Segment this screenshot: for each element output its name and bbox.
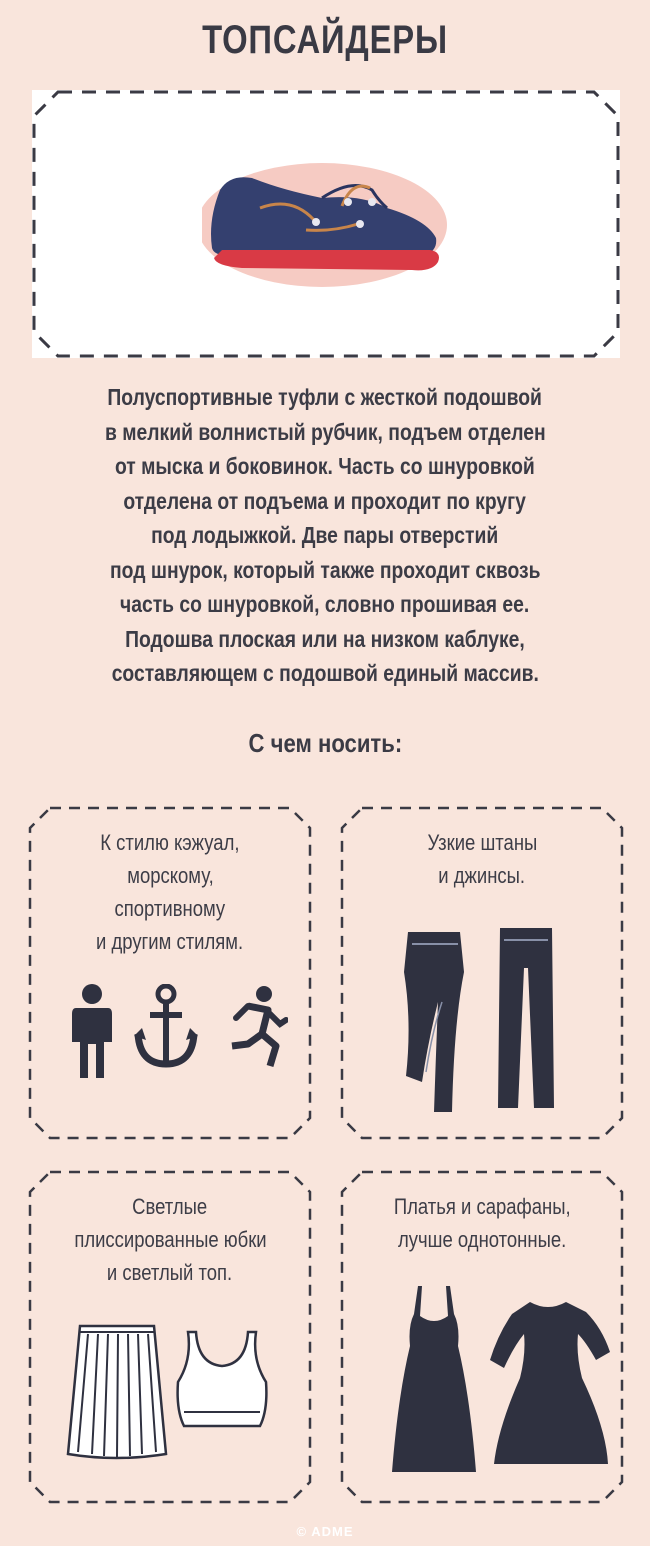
page-title: ТОПСАЙДЕРЫ (202, 18, 448, 62)
jeans-icon (402, 932, 466, 1116)
card-text (28, 826, 312, 958)
description-line: от мыска и боковинок. Часть со шнуровкой (115, 453, 535, 479)
description (30, 380, 620, 691)
card-text (340, 1190, 624, 1256)
card-jeans (340, 806, 624, 1140)
crop-top-icon (174, 1330, 270, 1430)
description-line: составляющем с подошвой единый массив. (111, 660, 539, 686)
card-text (340, 826, 624, 892)
card-line: Узкие штаны (427, 830, 537, 855)
card-line: Светлые (132, 1194, 208, 1219)
card-line: и джинсы. (438, 863, 526, 888)
anchor-icon (134, 984, 198, 1070)
card-text (28, 1190, 312, 1289)
topsider-shoe-icon (202, 160, 452, 290)
wear-heading (0, 728, 650, 759)
wear-heading-text: С чем носить: (248, 728, 402, 758)
card-line: плиссированные юбки (73, 1227, 267, 1252)
card-line: лучше однотонные. (397, 1227, 567, 1252)
trousers-icon (496, 928, 556, 1112)
description-line: Полуспортивные туфли с жесткой подошвой (107, 384, 543, 410)
card-line: морскому, (126, 863, 214, 888)
person-icon (68, 982, 116, 1082)
dress-icon (486, 1298, 612, 1468)
description-line: в мелкий волнистый рубчик, подъем отделен (104, 418, 546, 445)
description-line: Подошва плоская или на низком каблуке, (125, 625, 525, 652)
card-line: Платья и сарафаны, (393, 1194, 571, 1219)
running-man-icon (218, 984, 288, 1068)
card-line: спортивному (114, 896, 226, 921)
card-dresses (340, 1170, 624, 1504)
card-styles (28, 806, 312, 1140)
pleated-skirt-icon (66, 1322, 168, 1462)
card-line: К стилю кэжуал, (100, 830, 240, 855)
card-skirt-top (28, 1170, 312, 1504)
credit-watermark: © ADME (296, 1524, 354, 1539)
sundress-icon (392, 1286, 476, 1476)
description-line: под лодыжкой. Две пары отверстий (151, 522, 499, 548)
description-line: часть со шнуровкой, словно прошивая ее. (120, 591, 530, 617)
hero-panel (32, 90, 620, 358)
description-line: отделена от подъема и проходит по кругу (123, 487, 527, 514)
card-line: и светлый топ. (107, 1260, 233, 1285)
description-line: под шнурок, который также проходит сквозь (109, 556, 541, 583)
card-line: и другим стилям. (96, 929, 244, 954)
